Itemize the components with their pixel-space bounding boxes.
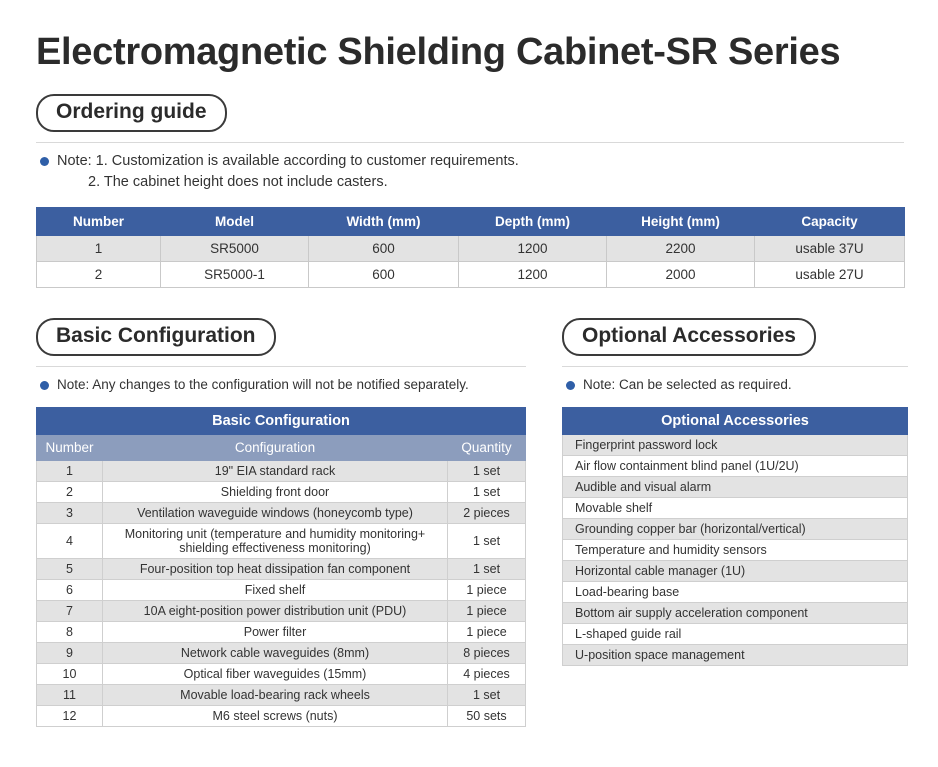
cell-accessory: Bottom air supply acceleration component [563, 602, 908, 623]
cell-number: 4 [37, 523, 103, 559]
cell-quantity: 4 pieces [448, 664, 526, 685]
cell-number: 5 [37, 559, 103, 580]
ordering-col-model: Model [161, 207, 309, 235]
basic-configuration-banner: Basic Configuration [37, 407, 526, 434]
table-row [37, 601, 526, 622]
basic-configuration-table [36, 407, 526, 728]
table-row [563, 602, 908, 623]
optional-accessories-note [562, 375, 908, 395]
optional-accessories-divider [562, 366, 908, 367]
cell-number: 1 [37, 460, 103, 481]
cell-quantity: 1 set [448, 481, 526, 502]
cell-quantity: 2 pieces [448, 502, 526, 523]
cell-quantity: 1 set [448, 460, 526, 481]
cell-model: SR5000 [161, 235, 309, 261]
cell-number: 9 [37, 643, 103, 664]
cell-accessory: U-position space management [563, 644, 908, 665]
cell-accessory: Temperature and humidity sensors [563, 539, 908, 560]
table-row [563, 560, 908, 581]
cell-quantity: 1 piece [448, 580, 526, 601]
cell-quantity: 1 set [448, 559, 526, 580]
basic-configuration-note-text: Note: Any changes to the configuration will not be notified separately. [57, 377, 469, 393]
optional-accessories-table [562, 407, 908, 666]
cell-number: 7 [37, 601, 103, 622]
table-row [563, 644, 908, 665]
cell-accessory: Load-bearing base [563, 581, 908, 602]
optional-accessories-header-row [563, 407, 908, 434]
table-row [563, 434, 908, 455]
cell-accessory: Movable shelf [563, 497, 908, 518]
cell-configuration: M6 steel screws (nuts) [103, 706, 448, 727]
optional-accessories-note-text: Note: Can be selected as required. [583, 377, 792, 393]
cell-accessory: Fingerprint password lock [563, 434, 908, 455]
basic-configuration-header-row [37, 434, 526, 460]
basic-configuration-section [36, 318, 526, 727]
cell-quantity: 1 piece [448, 601, 526, 622]
ordering-col-number: Number [37, 207, 161, 235]
cell-height: 2000 [607, 261, 755, 287]
ordering-table [36, 207, 905, 288]
cell-capacity: usable 37U [755, 235, 905, 261]
cell-quantity: 1 set [448, 523, 526, 559]
cell-accessory: Audible and visual alarm [563, 476, 908, 497]
table-row [37, 685, 526, 706]
cell-width: 600 [309, 261, 459, 287]
cell-configuration: 10A eight-position power distribution unit (PDU) [103, 601, 448, 622]
cell-quantity: 1 set [448, 685, 526, 706]
ordering-note-line-1: Note: 1. Customization is available according to customer requirements. [57, 152, 519, 169]
basic-configuration-note [36, 375, 526, 395]
table-row [37, 580, 526, 601]
table-row [37, 622, 526, 643]
cell-quantity: 8 pieces [448, 643, 526, 664]
table-row [37, 460, 526, 481]
ordering-note-line-2: 2. The cabinet height does not include casters. [88, 173, 388, 190]
ordering-guide-note [36, 151, 904, 193]
cell-depth: 1200 [459, 235, 607, 261]
cell-configuration: Movable load-bearing rack wheels [103, 685, 448, 706]
cell-capacity: usable 27U [755, 261, 905, 287]
cell-number: 10 [37, 664, 103, 685]
optional-accessories-section [562, 318, 908, 727]
table-row [563, 623, 908, 644]
cell-accessory: Air flow containment blind panel (1U/2U) [563, 455, 908, 476]
cell-configuration: Fixed shelf [103, 580, 448, 601]
cell-accessory: L-shaped guide rail [563, 623, 908, 644]
cell-number: 11 [37, 685, 103, 706]
cell-configuration: 19" EIA standard rack [103, 460, 448, 481]
lower-sections [36, 318, 904, 727]
cell-number: 3 [37, 502, 103, 523]
ordering-guide-divider [36, 142, 904, 143]
cell-configuration: Network cable waveguides (8mm) [103, 643, 448, 664]
cell-depth: 1200 [459, 261, 607, 287]
cell-model: SR5000-1 [161, 261, 309, 287]
basic-configuration-banner-row [37, 407, 526, 434]
cell-number: 8 [37, 622, 103, 643]
bullet-icon [566, 381, 575, 390]
cell-number: 2 [37, 261, 161, 287]
ordering-guide-section [36, 94, 904, 288]
cell-quantity: 50 sets [448, 706, 526, 727]
basic-configuration-heading: Basic Configuration [36, 318, 276, 356]
table-row [563, 476, 908, 497]
table-row [37, 559, 526, 580]
basic-configuration-divider [36, 366, 526, 367]
cell-configuration: Power filter [103, 622, 448, 643]
table-row [37, 664, 526, 685]
cell-configuration: Four-position top heat dissipation fan component [103, 559, 448, 580]
cell-configuration: Monitoring unit (temperature and humidity monitoring+ shielding effectiveness monitoring) [103, 523, 448, 559]
table-row [37, 261, 905, 287]
ordering-col-width: Width (mm) [309, 207, 459, 235]
cell-quantity: 1 piece [448, 622, 526, 643]
ordering-guide-heading: Ordering guide [36, 94, 227, 132]
ordering-table-header-row [37, 207, 905, 235]
table-row [563, 581, 908, 602]
cell-number: 2 [37, 481, 103, 502]
optional-accessories-heading: Optional Accessories [562, 318, 816, 356]
cfg-col-configuration: Configuration [103, 434, 448, 460]
ordering-col-depth: Depth (mm) [459, 207, 607, 235]
table-row [563, 518, 908, 539]
bullet-icon [40, 381, 49, 390]
cfg-col-quantity: Quantity [448, 434, 526, 460]
cell-width: 600 [309, 235, 459, 261]
cell-height: 2200 [607, 235, 755, 261]
cell-accessory: Horizontal cable manager (1U) [563, 560, 908, 581]
table-row [37, 502, 526, 523]
table-row [563, 539, 908, 560]
page-title: Electromagnetic Shielding Cabinet-SR Series [36, 31, 841, 73]
table-row [37, 643, 526, 664]
cell-number: 12 [37, 706, 103, 727]
table-row [37, 235, 905, 261]
cfg-col-number: Number [37, 434, 103, 460]
cell-configuration: Ventilation waveguide windows (honeycomb type) [103, 502, 448, 523]
cell-configuration: Shielding front door [103, 481, 448, 502]
cell-number: 6 [37, 580, 103, 601]
ordering-col-height: Height (mm) [607, 207, 755, 235]
table-row [563, 497, 908, 518]
cell-number: 1 [37, 235, 161, 261]
cell-accessory: Grounding copper bar (horizontal/vertical) [563, 518, 908, 539]
ordering-col-capacity: Capacity [755, 207, 905, 235]
table-row [37, 523, 526, 559]
table-row [37, 706, 526, 727]
optional-accessories-banner: Optional Accessories [563, 407, 908, 434]
bullet-icon [40, 157, 49, 166]
cell-configuration: Optical fiber waveguides (15mm) [103, 664, 448, 685]
table-row [563, 455, 908, 476]
table-row [37, 481, 526, 502]
